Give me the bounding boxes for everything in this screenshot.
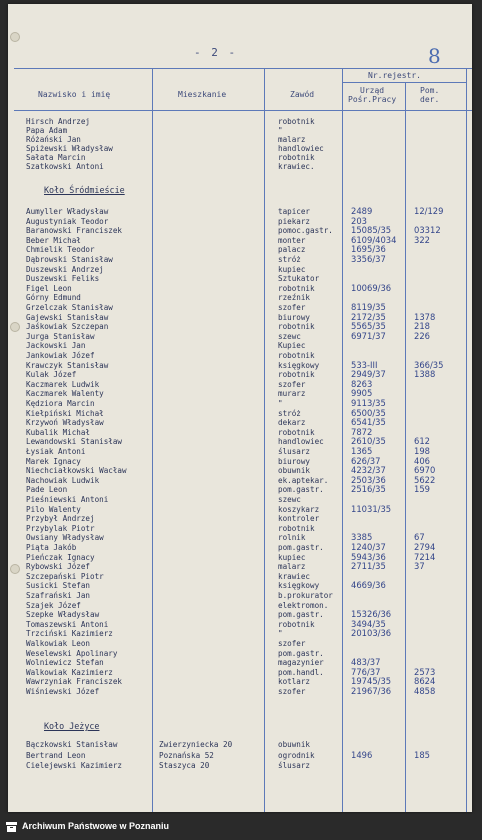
auxiliary-number-cell: 2573 [414, 666, 436, 677]
address-cell: Poznańska 52 [159, 750, 214, 760]
table-row [8, 601, 472, 610]
occupation-cell: biurowy [278, 312, 311, 322]
section-heading: Koło Jeżyce [44, 721, 100, 731]
registry-number-cell: 8119/35 [351, 302, 386, 312]
registry-number-cell: 20103/36 [351, 628, 392, 639]
occupation-cell: kupiec [278, 552, 306, 562]
auxiliary-number-cell: 2794 [414, 542, 436, 552]
table-row [8, 144, 472, 153]
table-row [8, 428, 472, 437]
registry-number-cell: 6109/4034 [351, 234, 397, 245]
occupation-cell: handlowiec [278, 437, 324, 447]
table-row [8, 370, 472, 379]
occupation-cell: Sztukator [278, 274, 320, 284]
registry-number-cell: 533-III [351, 359, 378, 370]
auxiliary-number-cell: 7214 [414, 551, 436, 562]
person-name: Lewandowski Stanisław [26, 437, 123, 447]
person-name: Szepke Władysław [26, 610, 100, 620]
person-name: Jankowiak Józef [26, 351, 95, 360]
table-row [8, 687, 472, 696]
auxiliary-number-cell: 67 [414, 532, 425, 543]
person-name: Kaczmarek Ludwik [26, 379, 100, 389]
person-name: Pieńczak Ignacy [26, 552, 95, 562]
table-row [8, 135, 472, 144]
occupation-cell: murarz [278, 389, 306, 399]
registry-number-cell: 6500/35 [351, 407, 386, 418]
table-row [8, 505, 472, 514]
auxiliary-number-cell: 198 [414, 446, 430, 456]
person-name: Krawczyk Stanisław [26, 360, 109, 370]
section-heading: Koło Śródmieście [44, 185, 125, 195]
table-row [8, 126, 472, 135]
occupation-cell: rolnik [278, 533, 306, 543]
person-name: Szatkowski Antoni [26, 162, 104, 171]
table-row [8, 761, 472, 770]
person-name: Wawrzyniak Franciszek [26, 677, 123, 687]
table-row [8, 457, 472, 466]
occupation-cell: kontroler [278, 514, 320, 524]
registry-number-cell: 3494/35 [351, 618, 386, 629]
occupation-cell: kupiec [278, 264, 306, 274]
occupation-cell: szofer [278, 687, 306, 696]
registry-number-cell: 1240/37 [351, 542, 386, 552]
person-name: Walkowiak Kazimierz [26, 667, 113, 677]
table-row [8, 524, 472, 533]
registry-number-cell: 2949/37 [351, 369, 386, 380]
table-top-rule [14, 68, 472, 69]
occupation-cell: robotnik [278, 619, 315, 629]
person-name: Baranowski Franciszek [26, 226, 123, 236]
auxiliary-number-cell: 4858 [414, 686, 436, 696]
person-name: Wolniewicz Stefan [26, 658, 104, 668]
address-cell: Zwierzyniecka 20 [159, 740, 233, 749]
occupation-cell: ślusarz [278, 761, 311, 770]
occupation-cell: robotnik [278, 351, 315, 360]
registry-number-cell: 2610/35 [351, 436, 386, 447]
registry-number-cell: 2503/36 [351, 474, 386, 485]
person-name: Aumyller Władysław [26, 207, 109, 216]
occupation-cell: robotnik [278, 322, 315, 332]
table-row [8, 649, 472, 658]
person-name: Nachowiak Ludwik [26, 475, 100, 485]
auxiliary-number-cell: 5622 [414, 474, 436, 485]
person-name: Kędziora Marcin [26, 399, 95, 408]
occupation-cell: robotnik [278, 523, 315, 533]
auxiliary-number-cell: 37 [414, 561, 425, 572]
registry-number-cell: 15326/36 [351, 609, 392, 620]
person-name: Sałata Marcin [26, 153, 86, 162]
occupation-cell: pom.gastr. [278, 543, 324, 552]
table-row [8, 591, 472, 600]
table-row [8, 418, 472, 427]
occupation-cell: stróż [278, 408, 301, 418]
registry-number-cell: 1496 [351, 749, 373, 760]
table-row [8, 658, 472, 667]
table-row [8, 236, 472, 245]
registry-number-cell: 6971/37 [351, 330, 386, 341]
table-row [8, 153, 472, 162]
table-row [8, 351, 472, 360]
table-row [8, 677, 472, 686]
table-row [8, 437, 472, 446]
table-row [8, 740, 472, 749]
person-name: Cielejewski Kazimierz [26, 761, 123, 770]
registry-number-cell: 19745/35 [351, 676, 392, 687]
person-name: Różański Jan [26, 135, 81, 144]
auxiliary-number-cell: 406 [414, 455, 430, 466]
occupation-cell: b.prokurator [278, 591, 333, 600]
archive-logo-icon [6, 822, 17, 832]
registry-number-cell: 7872 [351, 426, 373, 437]
table-row [8, 447, 472, 456]
registry-number-cell: 776/37 [351, 666, 381, 677]
person-name: Chmielik Teodor [26, 245, 95, 255]
occupation-cell: robotnik [278, 370, 315, 380]
page-number: - 2 - [194, 46, 238, 59]
person-name: Hirsch Andrzej [26, 117, 91, 126]
registry-sub-rule [342, 82, 466, 83]
occupation-cell: robotnik [278, 117, 315, 126]
person-name: Gajewski Stanisław [26, 312, 109, 322]
occupation-cell: robotnik [278, 427, 315, 437]
auxiliary-number-cell: 612 [414, 436, 430, 447]
archive-footer [0, 814, 482, 840]
auxiliary-number-cell: 226 [414, 330, 430, 341]
table-row [8, 341, 472, 350]
occupation-cell: ek.aptekar. [278, 475, 329, 485]
auxiliary-number-cell: 03312 [414, 225, 441, 236]
document-page [8, 4, 472, 812]
registry-number-cell: 11031/35 [351, 503, 392, 514]
registry-number-cell: 6541/35 [351, 417, 386, 428]
table-row [8, 226, 472, 235]
person-name: Bączkowski Stanisław [26, 740, 118, 749]
registry-number-cell: 2711/35 [351, 561, 386, 572]
occupation-cell: szofer [278, 303, 306, 312]
person-name: Górny Edmund [26, 293, 81, 303]
person-name: Owsiany Władysław [26, 533, 104, 543]
registry-number-cell: 5565/35 [351, 321, 386, 332]
registry-number-cell: 1695/36 [351, 244, 386, 255]
table-row [8, 313, 472, 322]
auxiliary-number-cell: 322 [414, 234, 430, 245]
person-name: Grzelczak Stanisław [26, 303, 113, 312]
person-name: Duszewski Andrzej [26, 264, 104, 274]
table-row [8, 322, 472, 331]
table-header-rule [14, 110, 472, 111]
person-name: Kulak Józef [26, 370, 77, 380]
person-name: Kaczmarek Walenty [26, 389, 104, 399]
table-row [8, 207, 472, 216]
occupation-cell: magazynier [278, 658, 324, 668]
occupation-cell: pom.gastr. [278, 485, 324, 495]
table-row [8, 543, 472, 552]
punch-hole [10, 32, 20, 42]
table-row [8, 293, 472, 302]
person-name: Szajek Józef [26, 600, 81, 610]
registry-number-cell: 2489 [351, 206, 373, 216]
person-name: Marek Ignacy [26, 456, 81, 466]
registry-number-cell: 1365 [351, 446, 373, 456]
person-name: Dąbrowski Stanisław [26, 255, 113, 264]
table-row [8, 639, 472, 648]
person-name: Szczepański Piotr [26, 571, 104, 581]
table-row [8, 533, 472, 542]
header-registry: Nr.rejestr. [368, 71, 421, 80]
registry-number-cell: 21967/36 [351, 686, 392, 696]
auxiliary-number-cell: 1378 [414, 311, 436, 322]
table-row [8, 284, 472, 293]
occupation-cell: pom.gastr. [278, 648, 324, 658]
person-name: Pieśniewski Antoni [26, 495, 109, 504]
occupation-cell: elektromon. [278, 600, 329, 610]
registry-number-cell: 626/37 [351, 455, 381, 466]
occupation-cell: szofer [278, 639, 306, 648]
person-name: Kubalik Michał [26, 427, 91, 437]
auxiliary-number-cell: 159 [414, 484, 430, 495]
header-occupation: Zawód [290, 90, 315, 99]
auxiliary-number-cell: 218 [414, 321, 430, 332]
occupation-cell: księgkowy [278, 360, 320, 370]
registry-number-cell: 15085/35 [351, 225, 392, 236]
person-name: Papa Adam [26, 126, 68, 135]
occupation-cell: ogrodnik [278, 750, 315, 760]
registry-number-cell: 203 [351, 215, 367, 226]
occupation-cell: krawiec. [278, 162, 315, 171]
registry-number-cell: 4232/37 [351, 465, 386, 476]
occupation-cell: tapicer [278, 207, 311, 216]
table-row [8, 255, 472, 264]
occupation-cell: kotlarz [278, 677, 311, 687]
occupation-cell: rzeźnik [278, 293, 311, 303]
auxiliary-number-cell: 185 [414, 749, 430, 760]
occupation-cell: szofer [278, 379, 306, 389]
person-name: Duszewski Feliks [26, 274, 100, 284]
auxiliary-number-cell: 6970 [414, 465, 436, 476]
person-name: Przybylak Piotr [26, 523, 95, 533]
table-row [8, 466, 472, 475]
table-row [8, 409, 472, 418]
auxiliary-number-cell: 12/129 [414, 206, 444, 216]
table-row [8, 668, 472, 677]
table-row [8, 629, 472, 638]
occupation-cell: robotnik [278, 153, 315, 162]
address-cell: Staszyca 20 [159, 761, 210, 770]
occupation-cell: " [278, 629, 283, 639]
person-name: Piąta Jakób [26, 543, 77, 552]
registry-number-cell: 8263 [351, 378, 373, 389]
person-name: Susicki Stefan [26, 581, 91, 591]
person-name: Jaśkowiak Szczepan [26, 322, 109, 332]
table-row [8, 476, 472, 485]
registry-number-cell: 4669/36 [351, 580, 386, 591]
person-name: Łysiak Antoni [26, 447, 86, 456]
person-name: Niechciałkowski Wacław [26, 466, 127, 476]
person-name: Weselewski Apolinary [26, 648, 118, 658]
header-name: Nazwisko i imię [38, 90, 111, 99]
occupation-cell: obuwnik [278, 466, 311, 476]
registry-number-cell: 2172/35 [351, 311, 386, 322]
occupation-cell: monter [278, 235, 306, 245]
table-row [8, 581, 472, 590]
registry-number-cell: 9905 [351, 388, 373, 399]
person-name: Tomaszewski Antoni [26, 619, 109, 629]
registry-number-cell: 9113/35 [351, 398, 386, 408]
person-name: Beber Michał [26, 235, 81, 245]
occupation-cell: szewc [278, 495, 301, 504]
person-name: Wiśniewski Józef [26, 687, 100, 696]
table-row [8, 245, 472, 254]
auxiliary-number-cell: 1388 [414, 369, 436, 380]
person-name: Walkowiak Leon [26, 639, 91, 648]
person-name: Pade Leon [26, 485, 68, 495]
table-row [8, 562, 472, 571]
registry-number-cell: 3356/37 [351, 254, 386, 264]
occupation-cell: koszykarz [278, 504, 320, 514]
person-name: Figel Leon [26, 283, 72, 293]
occupation-cell: biurowy [278, 456, 311, 466]
occupation-cell: piekarz [278, 216, 311, 226]
table-row [8, 274, 472, 283]
registry-number-cell: 5943/36 [351, 551, 386, 562]
occupation-cell: szewc [278, 331, 301, 341]
registry-number-cell: 2516/35 [351, 484, 386, 495]
person-name: Augustyniak Teodor [26, 216, 109, 226]
occupation-cell: malarz [278, 135, 306, 144]
occupation-cell: księgkowy [278, 581, 320, 591]
table-row [8, 389, 472, 398]
table-row [8, 217, 472, 226]
footer-caption: Archiwum Państwowe w Poznaniu [22, 821, 170, 831]
person-name: Krzywoń Władysław [26, 418, 104, 428]
occupation-cell: pom.handl. [278, 667, 324, 677]
table-row [8, 572, 472, 581]
table-row [8, 620, 472, 629]
person-name: Bertrand Leon [26, 750, 86, 760]
auxiliary-number-cell: 366/35 [414, 359, 444, 370]
registry-number-cell: 483/37 [351, 657, 381, 668]
occupation-cell: Kupiec [278, 341, 306, 351]
table-row [8, 495, 472, 504]
person-name: Pilo Walenty [26, 504, 81, 514]
table-row [8, 610, 472, 619]
occupation-cell: obuwnik [278, 740, 311, 749]
person-name: Jurga Stanisław [26, 331, 95, 341]
header-address: Mieszkanie [178, 90, 227, 99]
header-phone: Pom. der. [420, 86, 440, 104]
person-name: Spiżewski Władysław [26, 144, 113, 153]
occupation-cell: palacz [278, 245, 306, 255]
table-row [8, 265, 472, 274]
table-row [8, 399, 472, 408]
person-name: Szafrański Jan [26, 591, 91, 600]
table-row [8, 751, 472, 760]
occupation-cell: dekarz [278, 418, 306, 428]
person-name: Jackowski Jan [26, 341, 86, 351]
occupation-cell: " [278, 399, 283, 408]
occupation-cell: malarz [278, 562, 306, 572]
occupation-cell: pom.gastr. [278, 610, 324, 620]
occupation-cell: stróż [278, 255, 301, 264]
table-row [8, 117, 472, 126]
table-row [8, 485, 472, 494]
occupation-cell: krawiec [278, 571, 311, 581]
table-row [8, 514, 472, 523]
table-row [8, 553, 472, 562]
table-row [8, 380, 472, 389]
occupation-cell: pomoc.gastr. [278, 226, 333, 236]
table-row [8, 162, 472, 171]
header-office: Urząd Pośr.Pracy [348, 86, 397, 104]
occupation-cell: handlowiec [278, 144, 324, 153]
handwritten-page-number: 8 [428, 44, 441, 68]
occupation-cell: ślusarz [278, 447, 311, 456]
table-row [8, 332, 472, 341]
table-row [8, 303, 472, 312]
registry-number-cell: 10069/36 [351, 282, 392, 293]
occupation-cell: " [278, 126, 283, 135]
occupation-cell: robotnik [278, 283, 315, 293]
auxiliary-number-cell: 8624 [414, 676, 436, 687]
table-row [8, 361, 472, 370]
person-name: Rybowski Józef [26, 562, 91, 572]
person-name: Trzciński Kazimierz [26, 629, 113, 639]
registry-number-cell: 3385 [351, 532, 373, 543]
person-name: Kiełpiński Michał [26, 408, 104, 418]
person-name: Przybył Andrzej [26, 514, 95, 524]
